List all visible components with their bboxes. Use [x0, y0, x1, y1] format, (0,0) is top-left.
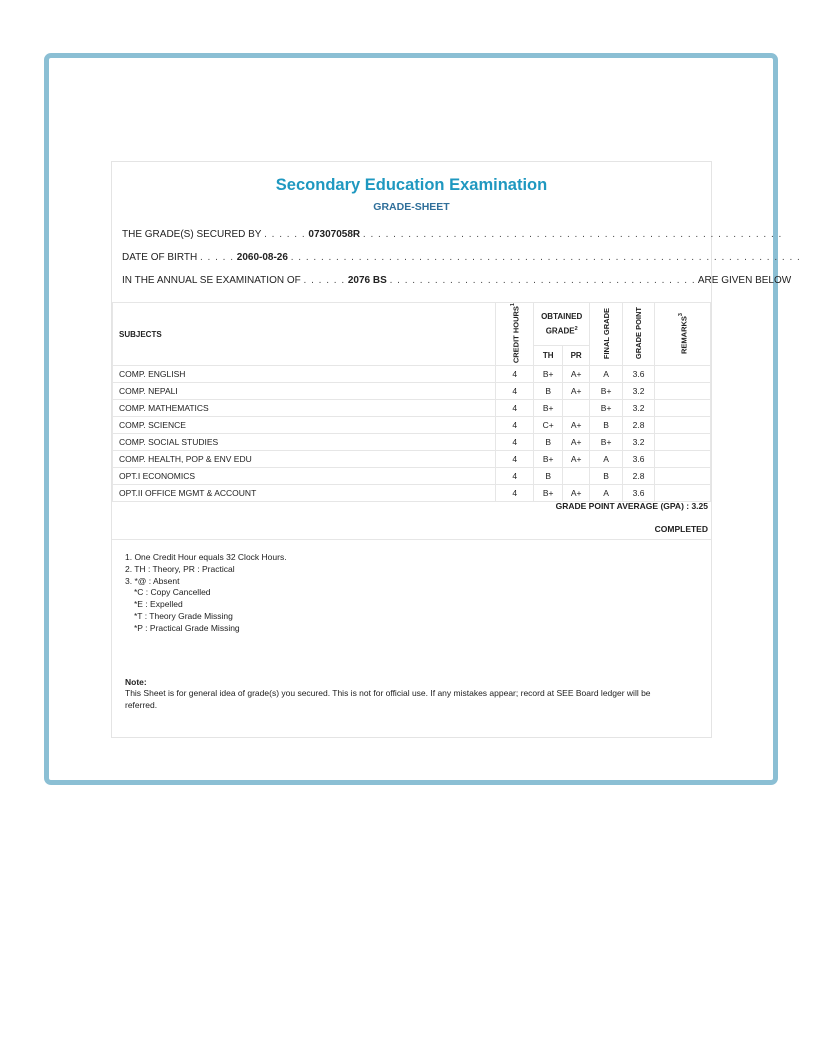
final-cell: B: [590, 468, 623, 485]
subject-cell: COMP. NEPALI: [113, 383, 496, 400]
th-cell: C+: [534, 417, 563, 434]
exam-trail-dots: . . . . . . . . . . . . . . . . . . . . . . . . . . . . . . . . . . . . . . . . .: [389, 275, 696, 286]
note-text: This Sheet is for general idea of grade(s) you secured. This is not for official use. If any mistakes appear; record at SEE Board ledger will be referred.: [125, 688, 651, 710]
result-status: COMPLETED: [654, 524, 708, 534]
subject-cell: COMP. ENGLISH: [113, 366, 496, 383]
secured-by-label: THE GRADE(S) SECURED BY: [122, 229, 262, 240]
gpa-summary: GRADE POINT AVERAGE (GPA) : 3.25: [555, 501, 708, 511]
dob-line: [122, 251, 801, 265]
section-divider: [112, 539, 711, 540]
gp-cell: 3.2: [623, 383, 655, 400]
remarks-cell: [655, 366, 711, 383]
footnote-item: *E : Expelled: [134, 599, 183, 610]
credit-cell: 4: [496, 468, 534, 485]
th-cell: B: [534, 468, 563, 485]
remarks-cell: [655, 417, 711, 434]
grade-sheet: [111, 161, 801, 738]
table-row: [113, 400, 711, 417]
gp-cell: 3.6: [623, 451, 655, 468]
final-cell: B+: [590, 400, 623, 417]
col-th: TH: [534, 346, 563, 366]
th-cell: B: [534, 434, 563, 451]
footnote-item: *C : Copy Cancelled: [134, 587, 211, 598]
col-final-grade: [590, 303, 623, 366]
col-pr: PR: [563, 346, 590, 366]
subject-cell: OPT.II OFFICE MGMT & ACCOUNT: [113, 485, 496, 502]
dob-label: DATE OF BIRTH: [122, 252, 198, 263]
subject-cell: COMP. MATHEMATICS: [113, 400, 496, 417]
exam-label: IN THE ANNUAL SE EXAMINATION OF: [122, 275, 301, 286]
exam-suffix: ARE GIVEN BELOW: [697, 275, 792, 286]
pr-cell: A+: [563, 434, 590, 451]
dob-value: 2060-08-26: [236, 252, 288, 263]
table-row: [113, 417, 711, 434]
col-obtained-label: OBTAINED GRADE: [541, 311, 583, 336]
dob-lead-dots: . . . . .: [199, 252, 234, 263]
pr-cell: [563, 468, 590, 485]
remarks-cell: [655, 451, 711, 468]
table-row: [113, 434, 711, 451]
secured-by-line: [122, 228, 783, 242]
pr-cell: A+: [563, 451, 590, 468]
subject-cell: COMP. SOCIAL STUDIES: [113, 434, 496, 451]
subject-cell: COMP. HEALTH, POP & ENV EDU: [113, 451, 496, 468]
col-remarks-sup: 3: [677, 312, 684, 316]
col-credit-hours: [496, 303, 534, 366]
credit-cell: 4: [496, 366, 534, 383]
col-obtained-grade: [534, 303, 590, 346]
col-remarks: [655, 303, 711, 366]
footnote-item: 3. *@ : Absent: [125, 575, 180, 586]
credit-cell: 4: [496, 383, 534, 400]
table-row: [113, 485, 711, 502]
final-cell: B+: [590, 383, 623, 400]
symbol-number: 07307058R: [308, 229, 361, 240]
note-label: Note:: [125, 677, 147, 687]
remarks-cell: [655, 468, 711, 485]
remarks-cell: [655, 400, 711, 417]
dob-trail-dots: . . . . . . . . . . . . . . . . . . . . . . . . . . . . . . . . . . . . . . . . . . . . . . . . . . . . . . . . . . . . . . . . . . . .: [290, 252, 801, 263]
final-cell: A: [590, 366, 623, 383]
pr-cell: A+: [563, 383, 590, 400]
col-subjects: SUBJECTS: [113, 303, 496, 366]
footnote-item: *P : Practical Grade Missing: [134, 622, 240, 633]
gp-cell: 2.8: [623, 417, 655, 434]
credit-cell: 4: [496, 451, 534, 468]
sheet-subtitle: GRADE-SHEET: [373, 201, 450, 213]
pr-cell: A+: [563, 417, 590, 434]
th-cell: B: [534, 383, 563, 400]
gp-cell: 2.8: [623, 468, 655, 485]
exam-line: [122, 274, 792, 288]
credit-cell: 4: [496, 485, 534, 502]
final-cell: B+: [590, 434, 623, 451]
footnote-item: 1. One Credit Hour equals 32 Clock Hours.: [125, 552, 287, 562]
credit-cell: 4: [496, 434, 534, 451]
table-row: [113, 451, 711, 468]
th-cell: B+: [534, 366, 563, 383]
remarks-cell: [655, 485, 711, 502]
footnote-item: 2. TH : Theory, PR : Practical: [125, 563, 235, 574]
final-cell: B: [590, 417, 623, 434]
final-cell: A: [590, 485, 623, 502]
gp-cell: 3.2: [623, 434, 655, 451]
credit-cell: 4: [496, 400, 534, 417]
remarks-cell: [655, 434, 711, 451]
col-obtained-sup: 2: [574, 325, 578, 332]
th-cell: B+: [534, 451, 563, 468]
col-credit-label: CREDIT HOURS: [511, 306, 521, 364]
secured-by-trail-dots: . . . . . . . . . . . . . . . . . . . . . . . . . . . . . . . . . . . . . . . . . . . . . . . . . . . . . . . .: [362, 229, 783, 240]
table-row: [113, 468, 711, 485]
exam-year: 2076 BS: [347, 275, 387, 286]
table-row: [113, 366, 711, 383]
gp-cell: 3.2: [623, 400, 655, 417]
grades-table: [112, 302, 711, 502]
gp-cell: 3.6: [623, 366, 655, 383]
col-remarks-label: REMARKS: [679, 315, 689, 354]
exam-title: Secondary Education Examination: [275, 176, 548, 194]
gp-cell: 3.6: [623, 485, 655, 502]
col-final-label: FINAL GRADE: [601, 307, 611, 359]
col-credit-sup: 1: [509, 303, 516, 307]
pr-cell: A+: [563, 485, 590, 502]
table-row: [113, 383, 711, 400]
exam-lead-dots: . . . . . .: [303, 275, 346, 286]
pr-cell: [563, 400, 590, 417]
subject-cell: COMP. SCIENCE: [113, 417, 496, 434]
credit-cell: 4: [496, 417, 534, 434]
final-cell: A: [590, 451, 623, 468]
subject-cell: OPT.I ECONOMICS: [113, 468, 496, 485]
footnotes: [125, 552, 287, 635]
pr-cell: A+: [563, 366, 590, 383]
col-gp-label: GRADE POINT: [634, 307, 644, 360]
th-cell: B+: [534, 485, 563, 502]
remarks-cell: [655, 383, 711, 400]
secured-by-lead-dots: . . . . . .: [264, 229, 306, 240]
footnote-item: *T : Theory Grade Missing: [134, 610, 233, 621]
col-grade-point: [623, 303, 655, 366]
th-cell: B+: [534, 400, 563, 417]
